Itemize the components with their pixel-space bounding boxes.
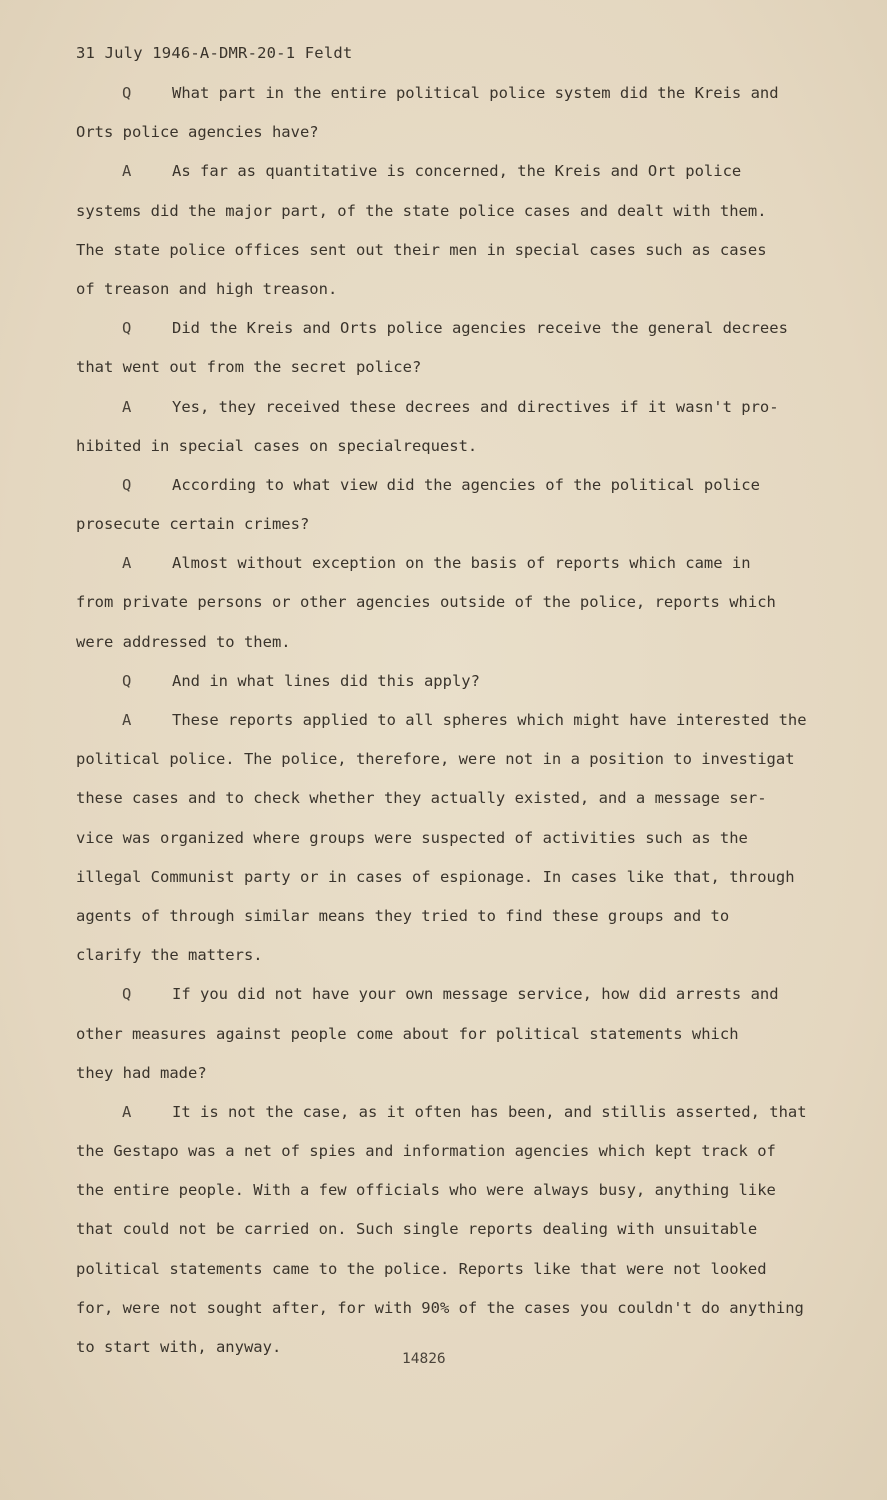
speaker-label: A	[122, 554, 132, 573]
exchange-line: clarify the matters.	[76, 946, 263, 965]
line-text: Yes, they received these decrees and directives if it wasn't pro-	[172, 397, 779, 416]
exchange-line	[76, 1093, 836, 1132]
exchange-q-4	[76, 662, 836, 701]
transcript-body	[76, 74, 836, 1367]
exchange-a-4	[76, 701, 836, 975]
exchange-a-2	[76, 388, 836, 466]
page-number: 14826	[402, 1351, 446, 1367]
exchange-line	[76, 662, 836, 701]
speaker-label: A	[122, 1102, 132, 1121]
exchange-line	[76, 309, 836, 348]
exchange-line: the entire people. With a few officials who were always busy, anything like	[76, 1181, 776, 1200]
exchange-line: other measures against people come about for political statements which	[76, 1024, 739, 1043]
line-text: According to what view did the agencies of the political police	[172, 475, 760, 494]
exchange-line: were addressed to them.	[76, 632, 291, 651]
exchange-line: for, were not sought after, for with 90% of the cases you couldn't do anything	[76, 1298, 804, 1317]
exchange-a-3	[76, 544, 836, 662]
document-header: 31 July 1946-A-DMR-20-1 Feldt	[76, 44, 353, 62]
exchange-line: these cases and to check whether they actually existed, and a message ser-	[76, 789, 767, 808]
exchange-line	[76, 74, 836, 113]
exchange-q-2	[76, 309, 836, 387]
line-text: And in what lines did this apply?	[172, 671, 480, 690]
speaker-label: A	[122, 162, 132, 181]
speaker-label: Q	[122, 985, 132, 1004]
exchange-q-5	[76, 975, 836, 1093]
line-text: If you did not have your own message service, how did arrests and	[172, 985, 779, 1004]
exchange-line: they had made?	[76, 1063, 207, 1082]
exchange-line: of treason and high treason.	[76, 279, 338, 298]
exchange-line: systems did the major part, of the state police cases and dealt with them.	[76, 201, 767, 220]
exchange-line	[76, 466, 836, 505]
exchange-line	[76, 388, 836, 427]
exchange-line: that went out from the secret police?	[76, 358, 422, 377]
exchange-line: political police. The police, therefore, were not in a position to investigat	[76, 750, 795, 769]
speaker-label: A	[122, 397, 132, 416]
exchange-line: The state police offices sent out their men in special cases such as cases	[76, 240, 767, 259]
exchange-line: that could not be carried on. Such single reports dealing with unsuitable	[76, 1220, 758, 1239]
exchange-line: illegal Communist party or in cases of espionage. In cases like that, through	[76, 867, 795, 886]
exchange-line: from private persons or other agencies outside of the police, reports which	[76, 593, 776, 612]
speaker-label: Q	[122, 475, 132, 494]
exchange-a-5	[76, 1093, 836, 1367]
exchange-line	[76, 544, 836, 583]
speaker-label: Q	[122, 84, 132, 102]
exchange-line: Orts police agencies have?	[76, 123, 319, 142]
speaker-label: Q	[122, 671, 132, 690]
exchange-line	[76, 701, 836, 740]
line-text: As far as quantitative is concerned, the Kreis and Ort police	[172, 162, 742, 181]
line-text: What part in the entire political police system did the Kreis and	[172, 84, 779, 102]
exchange-line: vice was organized where groups were suspected of activities such as the	[76, 828, 748, 847]
exchange-q-1	[76, 74, 836, 152]
line-text: It is not the case, as it often has been, and stillis asserted, that	[172, 1102, 807, 1121]
exchange-line: the Gestapo was a net of spies and information agencies which kept track of	[76, 1142, 776, 1161]
line-text: Did the Kreis and Orts police agencies receive the general decrees	[172, 319, 788, 338]
exchange-line	[76, 152, 836, 191]
exchange-line: hibited in special cases on specialrequest.	[76, 436, 478, 455]
line-text: Almost without exception on the basis of reports which came in	[172, 554, 751, 573]
exchange-line: political statements came to the police. Reports like that were not looked	[76, 1259, 767, 1278]
speaker-label: Q	[122, 319, 132, 338]
speaker-label: A	[122, 711, 132, 729]
exchange-q-3	[76, 466, 836, 544]
line-text: These reports applied to all spheres which might have interested the	[172, 711, 807, 729]
exchange-line	[76, 975, 836, 1014]
exchange-line: prosecute certain crimes?	[76, 515, 310, 534]
exchange-line: agents of through similar means they tried to find these groups and to	[76, 906, 730, 925]
exchange-a-1	[76, 152, 836, 309]
exchange-line: to start with, anyway.	[76, 1338, 282, 1356]
